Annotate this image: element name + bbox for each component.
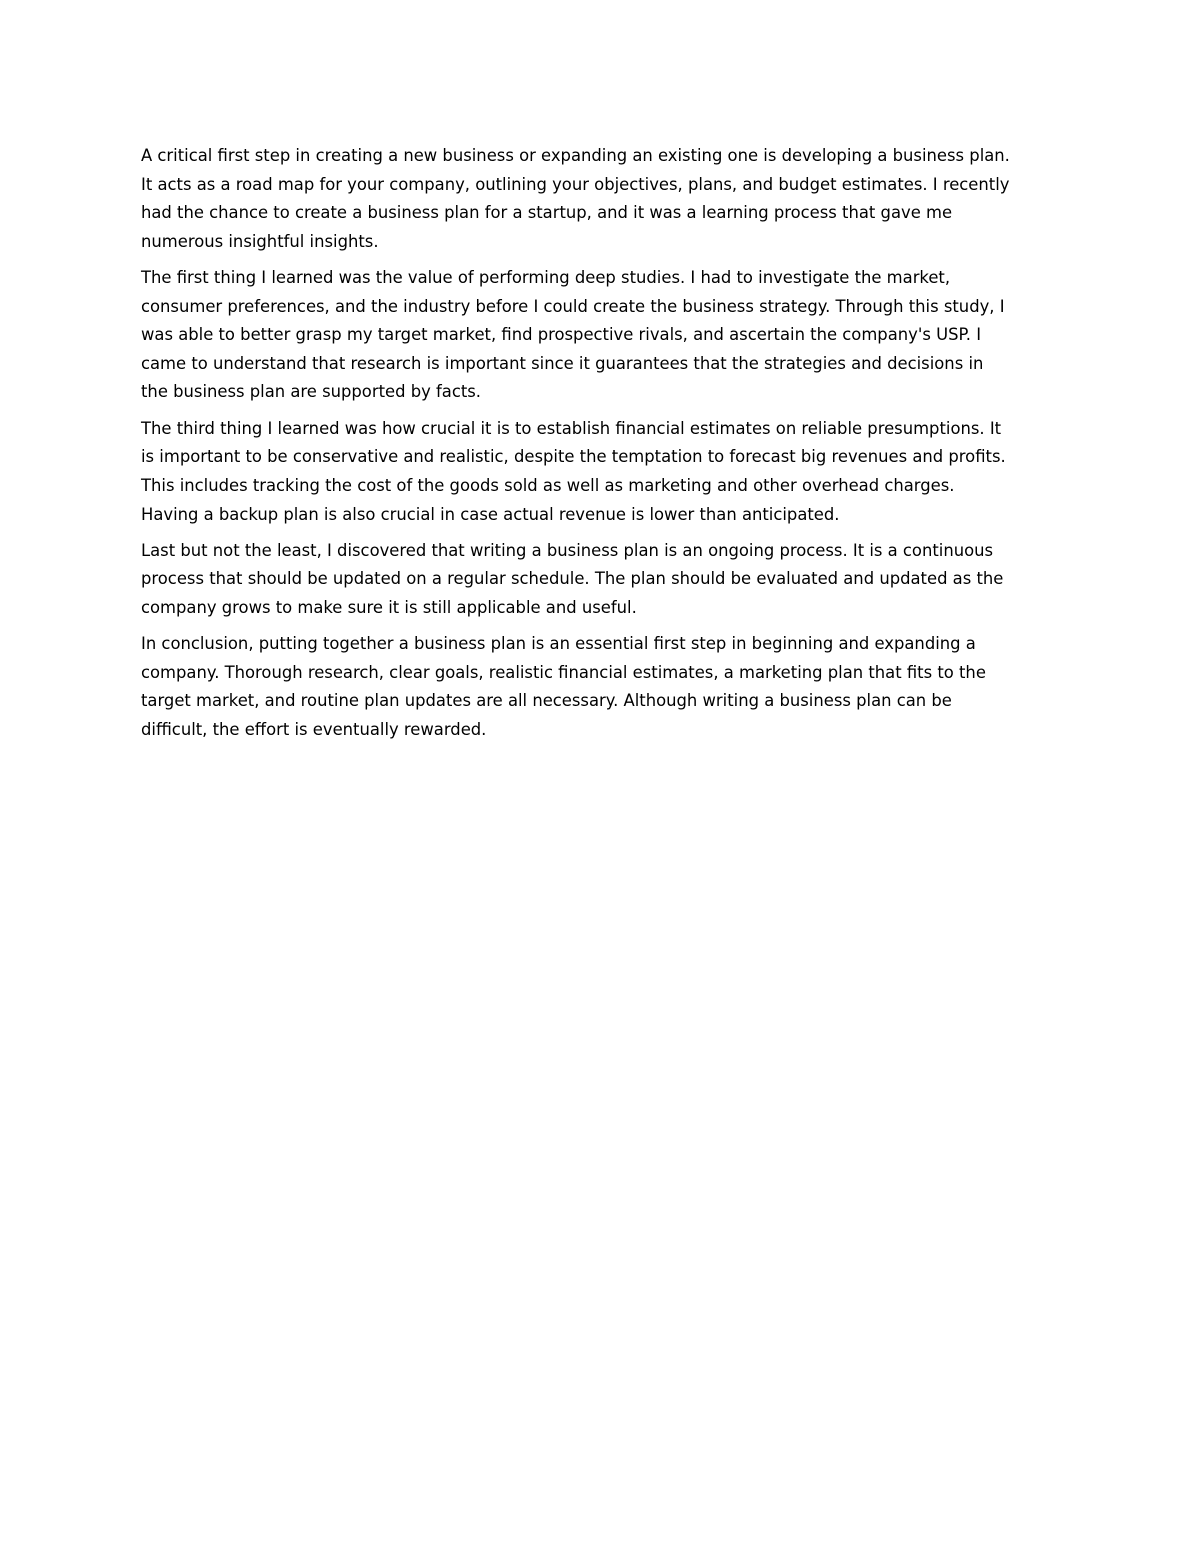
document-body [141,142,1061,752]
text-line: company. Thorough research, clear goals, realistic financial estimates, a marketing plan that fits to the [141,662,986,682]
text-line: Having a backup plan is also crucial in case actual revenue is lower than anticipated. [141,504,840,524]
text-line: came to understand that research is important since it guarantees that the strategies and decisions in [141,353,984,373]
text-line: The first thing I learned was the value of performing deep studies. I had to investigate the market, [141,268,951,288]
paragraph-intro [141,142,1061,256]
text-line: Last but not the least, I discovered that writing a business plan is an ongoing process. It is a continuous [141,540,994,560]
text-line: target market, and routine plan updates are all necessary. Although writing a business plan can be [141,691,952,711]
text-line: company grows to make sure it is still applicable and useful. [141,597,637,617]
text-line: had the chance to create a business plan for a startup, and it was a learning process that gave me [141,203,953,223]
paragraph-conclusion [141,630,1061,744]
text-line: is important to be conservative and realistic, despite the temptation to forecast big revenues and profits. [141,447,1006,467]
text-line: numerous insightful insights. [141,231,379,251]
paragraph-financial [141,415,1061,529]
text-line: A critical first step in creating a new business or expanding an existing one is developing a business plan. [141,146,1010,165]
paragraph-ongoing [141,537,1061,623]
text-line: In conclusion, putting together a business plan is an essential first step in beginning and expanding a [141,634,976,654]
text-line: This includes tracking the cost of the goods sold as well as marketing and other overhead charges. [141,475,955,495]
text-line: the business plan are supported by facts. [141,382,482,402]
text-line: difficult, the effort is eventually rewarded. [141,720,487,740]
text-line: The third thing I learned was how crucial it is to establish financial estimates on reliable presumptions. It [141,418,1002,438]
text-line: It acts as a road map for your company, outlining your objectives, plans, and budget estimates. I recently [141,174,1010,194]
paragraph-research [141,264,1061,407]
text-line: consumer preferences, and the industry before I could create the business strategy. Through this study, I [141,296,1005,316]
text-line: was able to better grasp my target market, find prospective rivals, and ascertain the company's USP. I [141,325,982,345]
text-line: process that should be updated on a regular schedule. The plan should be evaluated and updated as the [141,569,1004,589]
